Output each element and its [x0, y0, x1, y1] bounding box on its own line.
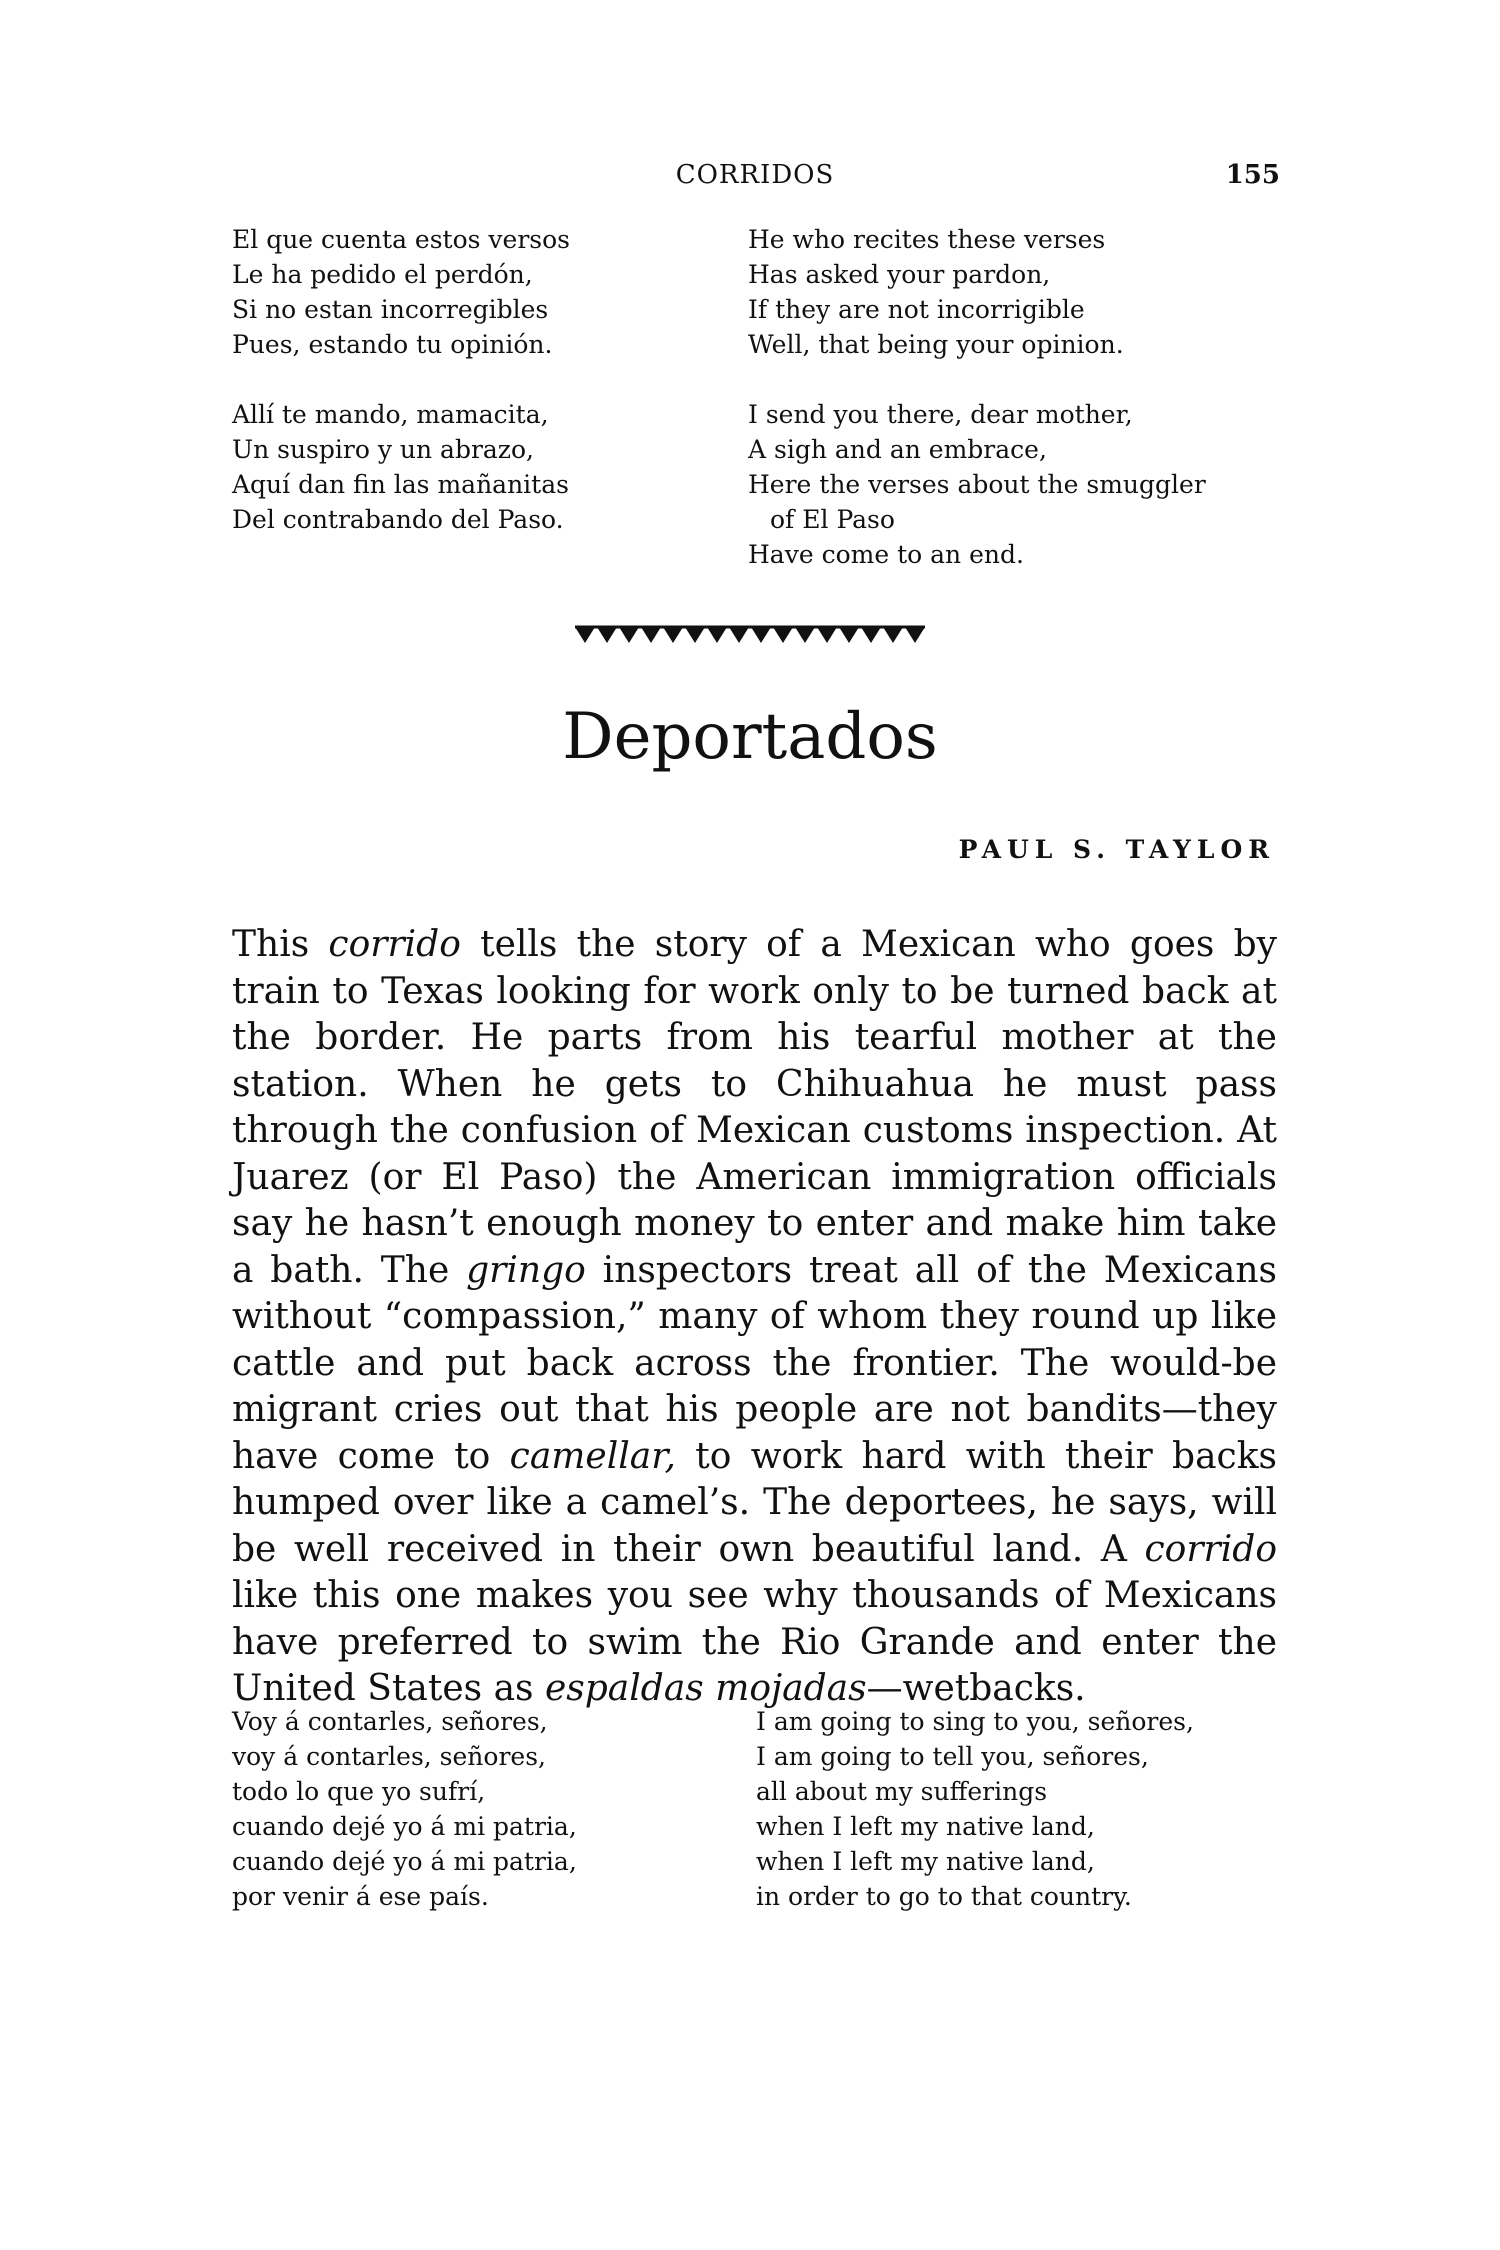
verse-line: Has asked your pardon,	[748, 260, 1051, 289]
verse-line: in order to go to that country.	[756, 1882, 1132, 1911]
verse-line: all about my sufferings	[756, 1777, 1048, 1806]
verse-line: I am going to sing to you, señores,	[756, 1707, 1194, 1736]
verse-line: I am going to tell you, señores,	[756, 1742, 1149, 1771]
intro-italic: espaldas mojadas	[544, 1668, 867, 1709]
verse-line: Pues, estando tu opinión.	[232, 330, 553, 359]
verse-line: cuando dejé yo á mi patria,	[232, 1847, 577, 1876]
verse-line: Voy á contarles, señores,	[232, 1707, 548, 1736]
verse-line: Si no estan incorregibles	[232, 295, 549, 324]
verse-line: of El Paso	[770, 505, 895, 534]
intro-text: inspectors treat all of the Mexicans without “compassion,” many of whom they round up like cattle and put back across the frontier. The would-be migrant cries out that his people are not bandits—they have come to	[232, 1249, 1277, 1477]
top-verses-english	[748, 222, 1206, 607]
verse-line: por venir á ese país.	[232, 1882, 489, 1911]
verse-line: Un suspiro y un abrazo,	[232, 435, 534, 464]
running-head	[230, 160, 1280, 200]
bottom-verses-english	[756, 1704, 1194, 1914]
page-number: 155	[1225, 160, 1280, 190]
verse-line: Aquí dan fin las mañanitas	[232, 470, 569, 499]
bottom-verses-spanish	[232, 1704, 577, 1914]
verse-line: Have come to an end.	[748, 540, 1024, 569]
intro-text: This	[232, 924, 329, 965]
author-byline: PAUL S. TAYLOR	[958, 835, 1275, 864]
verse-line: Allí te mando, mamacita,	[232, 400, 549, 429]
verse-stanza	[748, 222, 1206, 362]
intro-paragraph	[232, 922, 1277, 1713]
intro-italic: corrido	[328, 924, 461, 965]
intro-text: tells the story of a Mexican who goes by train to Texas looking for work only to be turned back at the border. He parts from his tearful mother at the station. When he gets to Chihuahua he must pass through the confusion of Mexican customs inspection. At Juarez (or El Paso) the American immigration officials say he hasn’t enough money to enter and make him take a bath. The	[232, 924, 1277, 1291]
verse-line: I send you there, dear mother,	[748, 400, 1133, 429]
intro-text: —wetbacks.	[866, 1668, 1086, 1709]
verse-line: Here the verses about the smuggler	[748, 470, 1206, 499]
running-title: CORRIDOS	[675, 160, 835, 190]
article-title: Deportados	[562, 700, 938, 774]
verse-line: cuando dejé yo á mi patria,	[232, 1812, 577, 1841]
verse-line: todo lo que yo sufrí,	[232, 1777, 486, 1806]
verse-line: Well, that being your opinion.	[748, 330, 1124, 359]
intro-italic: gringo	[466, 1249, 586, 1291]
verse-stanza	[232, 222, 570, 362]
verse-line: El que cuenta estos versos	[232, 225, 571, 254]
intro-italic: camellar,	[509, 1435, 676, 1477]
verse-line: Le ha pedido el perdón,	[232, 260, 533, 289]
verse-line: when I left my native land,	[756, 1847, 1095, 1876]
top-verses-spanish	[232, 222, 570, 572]
verse-stanza	[232, 397, 570, 537]
verse-line: voy á contarles, señores,	[232, 1742, 546, 1771]
verse-line: He who recites these verses	[748, 225, 1106, 254]
verse-line: A sigh and an embrace,	[748, 435, 1047, 464]
verse-line: Del contrabando del Paso.	[232, 505, 564, 534]
intro-text: to work hard with their backs humped over like a camel’s. The deportees, he says, will be well received in their own beautiful land. A	[232, 1435, 1277, 1570]
verse-line: If they are not incorrigible	[748, 295, 1085, 324]
verse-stanza	[748, 397, 1206, 572]
intro-text: like this one makes you see why thousands of Mexicans have preferred to swim the Rio Grande and enter the United States as	[232, 1575, 1277, 1709]
ornamental-divider	[575, 625, 925, 647]
intro-italic: corrido	[1144, 1528, 1277, 1570]
verse-line: when I left my native land,	[756, 1812, 1095, 1841]
